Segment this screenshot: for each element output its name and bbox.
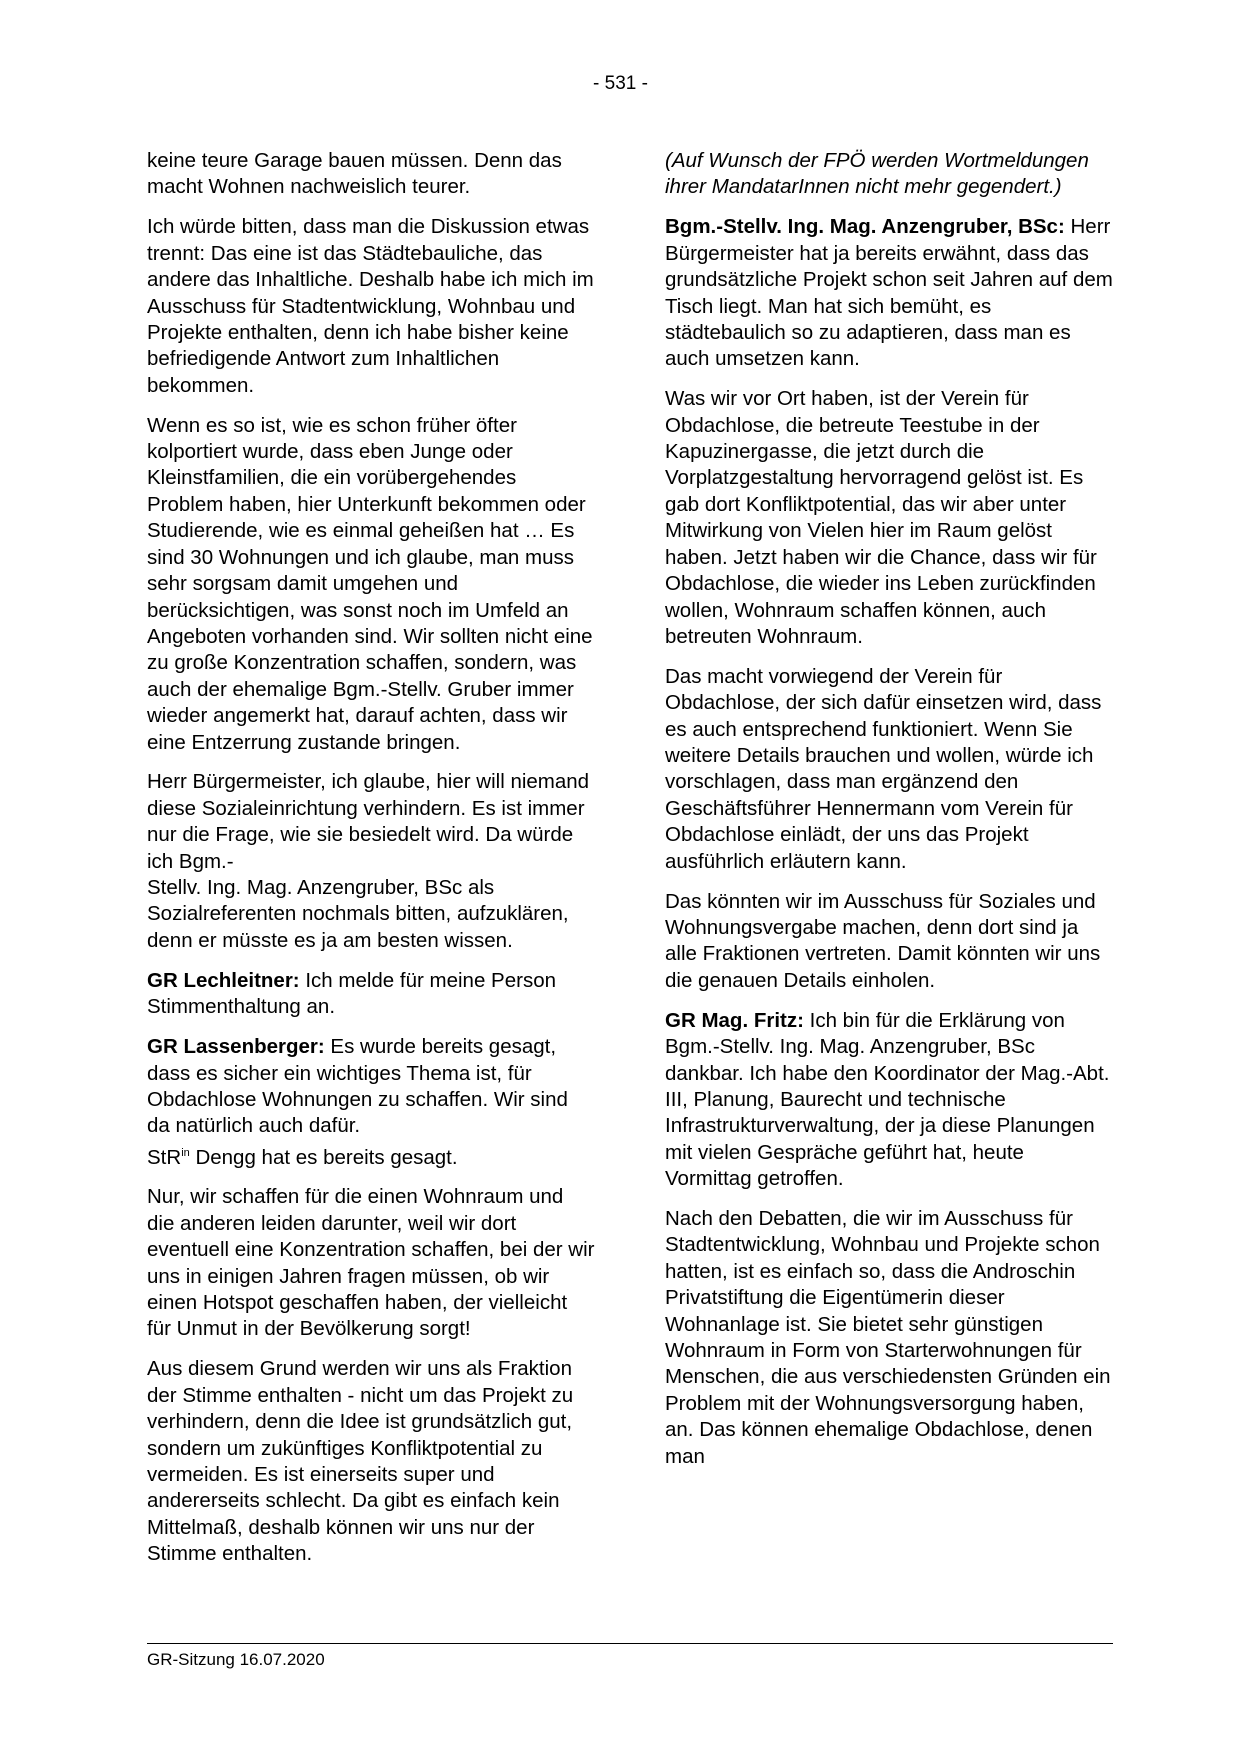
superscript: in <box>181 1146 190 1159</box>
speaker-name: GR Lechleitner: <box>147 968 300 992</box>
speech-text: Ich melde für meine Person Stimmenthaltung an. <box>147 968 557 1019</box>
footer-session-date: GR-Sitzung 16.07.2020 <box>147 1650 325 1669</box>
speaker-name: GR Mag. Fritz: <box>665 1008 804 1032</box>
paragraph: keine teure Garage bauen müssen. Denn das macht Wohnen nachweislich teurer. <box>147 149 562 199</box>
paragraph: Das könnten wir im Ausschuss für Soziales und Wohnungsvergabe machen, denn dort sind ja alle Fraktionen vertreten. Damit könnten wir uns die genauen Details einholen. <box>665 889 1101 992</box>
speech-text: Ich bin für die Erklärung von Bgm.-Stellv. Ing. Mag. Anzengruber, BSc dankbar. Ich habe den Koordinator der Mag.-Abt. III, Planung, Baurecht und technische Infrastrukturverwaltung, der ja diese Planungen mit vielen Gespräche geführt hat, heute Vormittag getroffen. <box>665 1008 1110 1191</box>
speech-text: Dengg hat es bereits gesagt. <box>189 1145 458 1169</box>
paragraph: Nach den Debatten, die wir im Ausschuss für Stadtentwicklung, Wohnbau und Projekte schon hatten, ist es einfach so, dass die Androschin Privatstiftung die Eigentümerin dieser Wohnanlage ist. Sie bietet sehr günstigen Wohnraum in Form von Starterwohnungen für Menschen, die aus verschiedensten Gründen ein Problem mit der Wohnungsversorgung haben, an. Das können ehemalige Obdachlose, denen man <box>665 1207 1111 1468</box>
speech-paragraph <box>147 1034 595 1171</box>
speech-text: Herr Bürgermeister hat ja bereits erwähnt, dass das grundsätzliche Projekt schon seit Jahren auf dem Tisch liegt. Man hat sich bemüht, es städtebaulich so zu adaptieren, dass man es auch umsetzen kann. <box>665 215 1113 371</box>
speech-paragraph <box>665 1008 1113 1193</box>
paragraph: Ich würde bitten, dass man die Diskussion etwas trennt: Das eine ist das Städtebauliche, das andere das Inhaltliche. Deshalb habe ich mich im Ausschuss für Stadtentwicklung, Wohnbau und Projekte enthalten, denn ich habe bisher keine befriedigende Antwort zum Inhaltlichen bekommen. <box>147 215 594 397</box>
speech-paragraph <box>147 968 595 1021</box>
page-number: - 531 - <box>593 73 648 94</box>
speaker-name: Bgm.-Stellv. Ing. Mag. Anzengruber, BSc: <box>665 215 1065 239</box>
editorial-note: (Auf Wunsch der FPÖ werden Wortmeldungen ihrer MandatarInnen nicht mehr gegendert.) <box>665 149 1089 199</box>
paragraph: Aus diesem Grund werden wir uns als Fraktion der Stimme enthalten - nicht um das Projekt zu verhindern, denn die Idee ist grundsätzlich gut, sondern um zukünftiges Konfliktpotential zu vermeiden. Es ist einerseits super und andererseits schlecht. Da gibt es einfach kein Mittelmaß, deshalb können wir uns nur der Stimme enthalten. <box>147 1357 574 1566</box>
left-column <box>147 148 595 1581</box>
paragraph-line: Stellv. Ing. Mag. Anzengruber, BSc als Sozialreferenten nochmals bitten, aufzuklären, denn er müsste es ja am besten wissen. <box>147 876 569 952</box>
right-column <box>665 148 1113 1484</box>
speech-paragraph <box>665 214 1113 372</box>
paragraph: Nur, wir schaffen für die einen Wohnraum und die anderen leiden darunter, weil wir dort eventuell eine Konzentration schaffen, bei der wir uns in einigen Jahren fragen müssen, ob wir einen Hotspot geschaffen haben, der vielleicht für Unmut in der Bevölkerung sorgt! <box>147 1185 595 1341</box>
speech-text: StR <box>147 1145 182 1169</box>
paragraph <box>147 769 595 954</box>
paragraph: Wenn es so ist, wie es schon früher öfter kolportiert wurde, dass eben Junge oder Kleinstfamilien, die ein vorübergehendes Problem haben, hier Unterkunft bekommen oder Studierende, wie es einmal geheißen hat … Es sind 30 Wohnungen und ich glaube, man muss sehr sorgsam damit umgehen und berücksichtigen, was sonst noch im Umfeld an Angeboten vorhanden sind. Wir sollten nicht eine zu große Konzentration schaffen, sondern, was auch der ehemalige Bgm.-Stellv. Gruber immer wieder angemerkt hat, darauf achten, dass wir eine Entzerrung zustande bringen. <box>147 413 593 754</box>
paragraph: Das macht vorwiegend der Verein für Obdachlose, der sich dafür einsetzen wird, dass es auch entsprechend funktioniert. Wenn Sie weitere Details brauchen und wollen, würde ich vorschlagen, dass man ergänzend den Geschäftsführer Hennermann vom Verein für Obdachlose einlädt, der uns das Projekt ausführlich erläutern kann. <box>665 664 1102 873</box>
speech-text: Es wurde bereits gesagt, dass es sicher ein wichtiges Thema ist, für Obdachlose Wohnungen zu schaffen. Wir sind da natürlich auch dafür. <box>147 1035 568 1138</box>
paragraph: Was wir vor Ort haben, ist der Verein für Obdachlose, die betreute Teestube in der Kapuzinergasse, die jetzt durch die Vorplatzgestaltung hervorragend gelöst ist. Es gab dort Konfliktpotential, das wir aber unter Mitwirkung von Vielen hier im Raum gelöst haben. Jetzt haben wir die Chance, dass wir für Obdachlose, die wieder ins Leben zurückfinden wollen, Wohnraum schaffen können, auch betreuten Wohnraum. <box>665 387 1097 648</box>
speaker-name: GR Lassenberger: <box>147 1035 325 1059</box>
paragraph-line: Herr Bürgermeister, ich glaube, hier will niemand diese Sozialeinrichtung verhindern. Es ist immer nur die Frage, wie sie besiedelt wird. Da würde ich Bgm.- <box>147 770 590 873</box>
footer-divider <box>147 1643 1113 1644</box>
